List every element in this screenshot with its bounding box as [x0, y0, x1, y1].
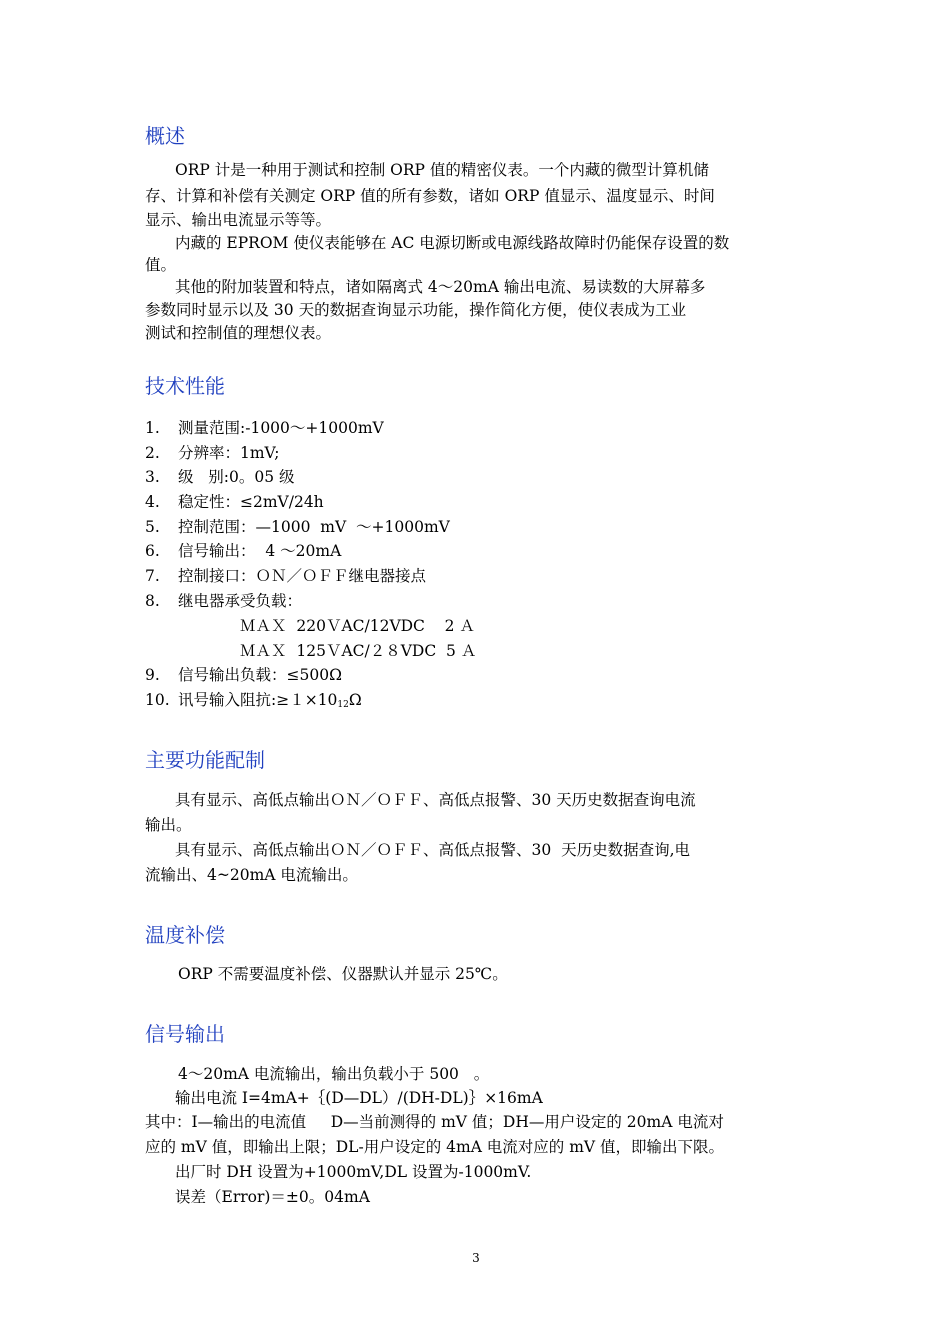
paragraph-line: 具有显示、高低点输出ＯＮ／ＯＦＦ、高低点报警、30 天历史数据查询,电: [175, 841, 691, 859]
paragraph-line: 内藏的 EPROM 使仪表能够在 AC 电源切断或电源线路故障时仍能保存设置的数: [175, 234, 730, 252]
paragraph-line: 显示、输出电流显示等等。: [145, 211, 332, 229]
relay-load-line: ＭＡＸ 125ＶAC/２８VDC 5 Ａ: [240, 642, 477, 660]
section-title-specs: 技术性能: [145, 374, 225, 398]
list-item: 继电器承受负载：: [178, 592, 303, 610]
paragraph-line: 应的 mV 值，即输出上限；DL-用户设定的 4mA 电流对应的 mV 值，即输出下限。: [145, 1138, 725, 1156]
list-number: 10.: [145, 691, 170, 709]
paragraph-line: 出厂时 DH 设置为+1000mV,DL 设置为-1000mV.: [175, 1163, 532, 1181]
list-item: 控制接口：ＯＮ／ＯＦＦ继电器接点: [178, 567, 427, 585]
paragraph-line: 输出。: [145, 816, 192, 834]
impedance-exponent: 12: [337, 700, 349, 710]
section-title-overview: 概述: [145, 124, 185, 148]
list-item: 级 别:0。05 级: [178, 468, 295, 486]
list-item: 信号输出： 4 ～20mA: [178, 542, 342, 560]
paragraph-line: 流输出、4~20mA 电流输出。: [145, 866, 358, 884]
paragraph-line: 误差（Error)＝±0。04mA: [175, 1188, 370, 1206]
list-item: 分辨率：1mV;: [178, 444, 280, 462]
list-number: 5.: [145, 518, 160, 536]
list-number: 7.: [145, 567, 160, 585]
section-title-signal: 信号输出: [145, 1022, 225, 1046]
ohm-symbol: Ω: [348, 691, 362, 709]
paragraph-line: 4～20mA 电流输出，输出负载小于 500 。: [178, 1065, 490, 1083]
list-number: 3.: [145, 468, 160, 486]
list-item: 信号输出负载：≤500Ω: [178, 666, 342, 684]
paragraph-line: 具有显示、高低点输出ＯＮ／ＯＦＦ、高低点报警、30 天历史数据查询电流: [175, 791, 696, 809]
section-title-functions: 主要功能配制: [145, 748, 265, 772]
list-number: 9.: [145, 666, 160, 684]
paragraph-line: 测试和控制值的理想仪表。: [145, 324, 332, 342]
list-item: [178, 690, 362, 715]
paragraph-line: ORP 不需要温度补偿、仪器默认并显示 25℃。: [178, 965, 508, 983]
section-title-temperature: 温度补偿: [145, 923, 225, 947]
list-item: 测量范围:-1000～+1000mV: [178, 419, 384, 437]
paragraph-line: 值。: [145, 256, 177, 274]
impedance-text: 讯号输入阻抗:≥１×10: [178, 691, 338, 709]
paragraph-line: 参数同时显示以及 30 天的数据查询显示功能，操作简化方便，使仪表成为工业: [145, 301, 687, 319]
paragraph-line: 存、计算和补偿有关测定 ORP 值的所有参数，诸如 ORP 值显示、温度显示、时间: [145, 187, 715, 205]
paragraph-line: 其中：I—输出的电流值 D—当前测得的 mV 值；DH—用户设定的 20mA 电流对: [145, 1113, 724, 1131]
paragraph-line: ORP 计是一种用于测试和控制 ORP 值的精密仪表。一个内藏的微型计算机储: [175, 161, 709, 179]
list-number: 4.: [145, 493, 160, 511]
page-number: 3: [472, 1251, 480, 1265]
list-item: 控制范围：—1000 mV ～+1000mV: [178, 518, 450, 536]
list-number: 1.: [145, 419, 160, 437]
list-item: 稳定性：≤2mV/24h: [178, 493, 324, 511]
formula-line: 输出电流 I=4mA+｛(D—DL）/(DH-DL)｝×16mA: [175, 1089, 543, 1107]
list-number: 6.: [145, 542, 160, 560]
paragraph-line: 其他的附加装置和特点，诸如隔离式 4～20mA 输出电流、易读数的大屏幕多: [175, 278, 706, 296]
list-number: 8.: [145, 592, 160, 610]
list-number: 2.: [145, 444, 160, 462]
relay-load-line: ＭＡＸ 220ＶAC/12VDC 2 Ａ: [240, 617, 475, 635]
